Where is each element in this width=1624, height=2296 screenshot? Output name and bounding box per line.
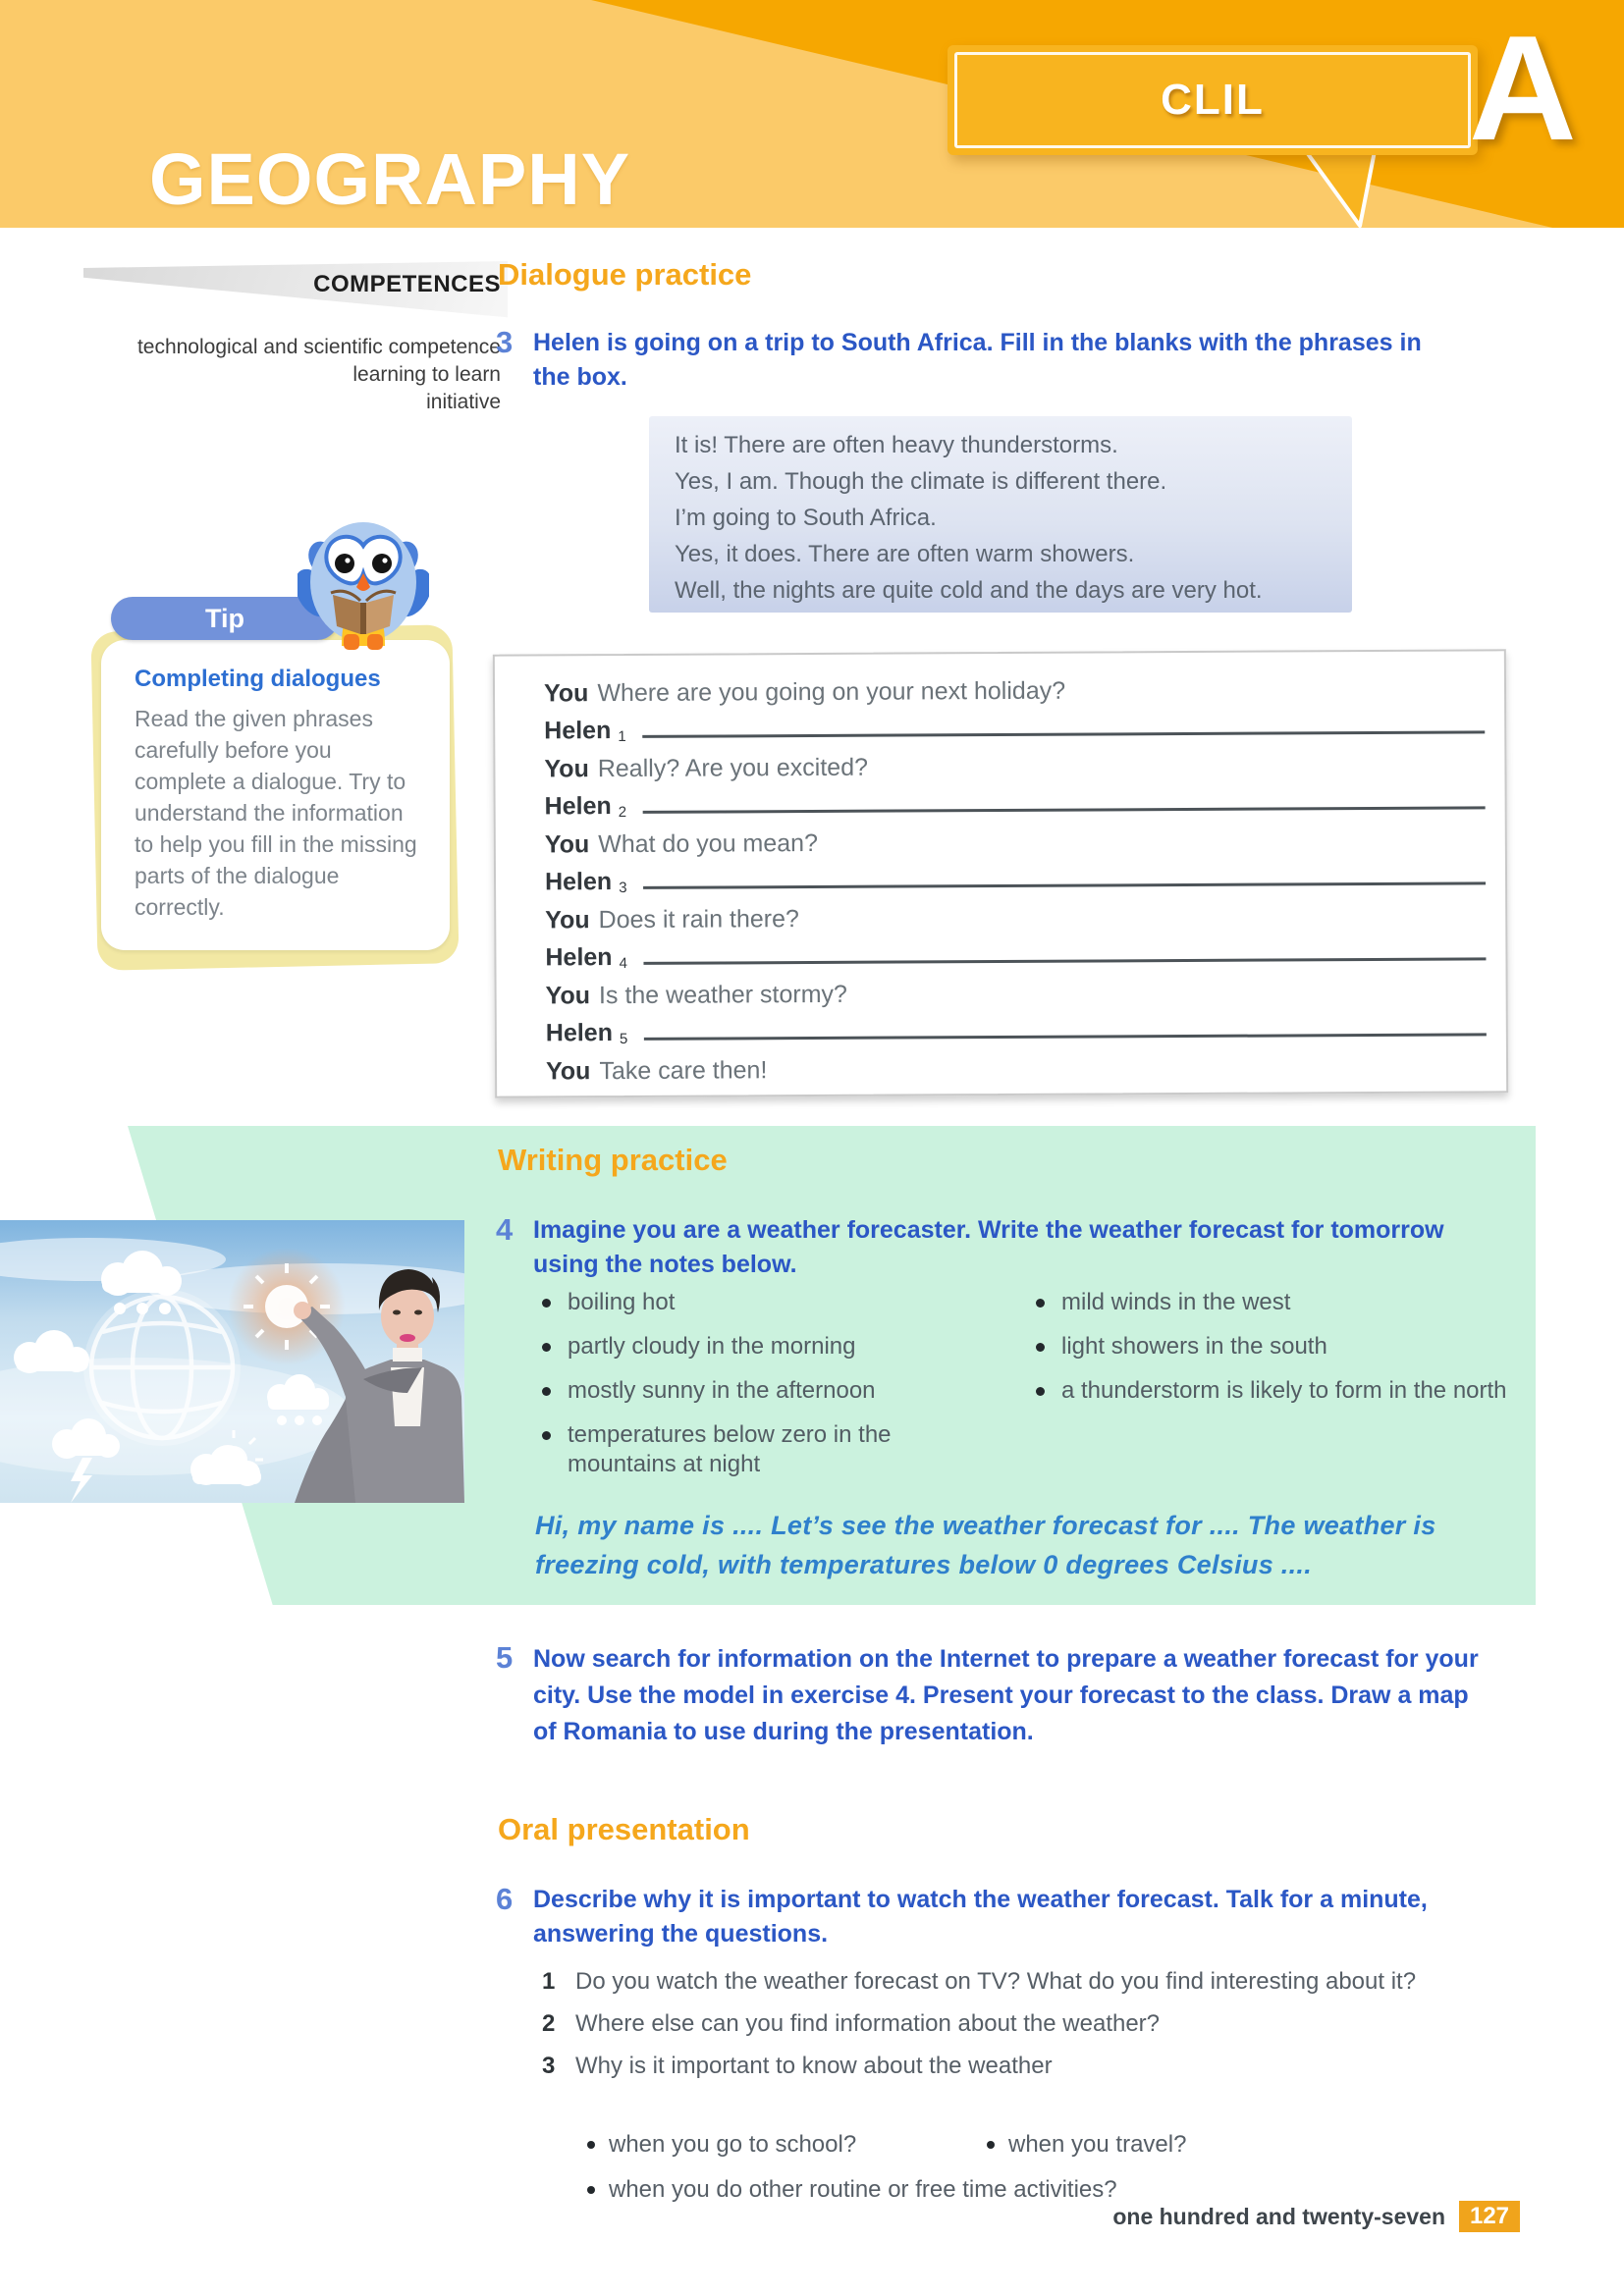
dialogue-blank-line[interactable] [644,881,1487,888]
dialogue-text: Is the weather stormy? [598,980,847,1009]
section-heading-dialogue-practice: Dialogue practice [498,257,752,292]
exercise-3-number: 3 [496,325,514,359]
dialogue-speaker: You [544,754,589,782]
note-text: boiling hot [568,1289,676,1315]
dialogue-blank-line[interactable] [644,1033,1487,1040]
sub-bullet-text: when you do other routine or free time activities? [609,2176,1117,2203]
note-item [1036,1376,1507,1406]
section-heading-oral-presentation: Oral presentation [498,1812,750,1846]
phrase-box-line: Yes, I am. Though the climate is different there. [675,468,1167,495]
dialogue-speaker: You [545,905,590,934]
bullet-icon [1036,1299,1045,1308]
dialogue-row [544,665,1489,708]
note-text: light showers in the south [1061,1333,1327,1360]
dialogue-row [545,930,1489,973]
dialogue-blank-line[interactable] [644,957,1487,964]
sub-bullet-item [587,2128,987,2162]
dialogue-speaker: You [545,981,591,1009]
dialogue-row [545,778,1489,822]
weather-notes-right [1036,1288,1507,1420]
sub-bullet-item [587,2173,1117,2207]
note-text: mild winds in the west [1061,1289,1291,1315]
sub-bullet-text: when you go to school? [609,2131,857,2158]
question-row [542,1965,1534,1999]
exercise-3 [496,326,1478,395]
clil-speech-bubble [947,45,1478,155]
dialogue-text: Take care then! [599,1055,768,1085]
page-footer [1112,2201,1520,2232]
exercise-6-text: Describe why it is important to watch the weather forecast. Talk for a minute, answering the questions. [533,1886,1428,1948]
dialogue-row [546,1042,1490,1086]
note-text: temperatures below zero in the mountains at night [568,1421,892,1477]
question-text: Why is it important to know about the weather [575,2053,1053,2079]
dialogue-card [493,649,1508,1097]
dialogue-blank-number: 4 [619,954,627,973]
note-item [542,1332,1005,1362]
dialogue-speaker: Helen [544,868,613,896]
dialogue-row [546,1005,1490,1048]
question-text: Where else can you find information about the weather? [575,2010,1161,2037]
dialogue-speaker: You [545,1056,591,1085]
dialogue-blank-number: 3 [619,879,627,897]
dialogue-text: Where are you going on your next holiday? [597,676,1066,707]
question-text: Do you watch the weather forecast on TV? What do you find interesting about it? [575,1968,1417,1995]
section-heading-writing-practice: Writing practice [498,1143,728,1177]
dialogue-row [545,854,1489,897]
exercise-3-text: Helen is going on a trip to South Africa. Fill in the blanks with the phrases in the box. [533,329,1422,391]
note-item [542,1376,1005,1406]
bullet-icon [987,2141,995,2149]
phrase-box [649,416,1352,613]
dialogue-blank-line[interactable] [643,806,1486,813]
competences-item: initiative [426,391,501,413]
page-number-words: one hundred and twenty-seven [1112,2203,1445,2229]
bullet-icon [542,1431,551,1440]
dialogue-text: What do you mean? [598,828,819,858]
dialogue-blank-number: 5 [619,1030,628,1048]
note-item [1036,1288,1507,1317]
page-title: GEOGRAPHY [149,138,631,220]
note-item [542,1288,1005,1317]
phrase-box-line: Well, the nights are quite cold and the days are very hot. [675,577,1263,604]
bullet-icon [542,1299,551,1308]
dialogue-blank-number: 1 [618,727,626,746]
note-text: a thunderstorm is likely to form in the north [1061,1377,1507,1404]
weather-forecaster-photo [0,1220,464,1503]
bullet-icon [587,2186,595,2194]
phrase-box-line: Yes, it does. There are often warm showers. [675,541,1135,567]
exercise-5-number: 5 [496,1640,514,1675]
page-header [0,0,1624,228]
dialogue-row [545,816,1489,859]
owl-mascot-icon [298,508,429,652]
bullet-icon [542,1387,551,1396]
question-row [542,2007,1534,2041]
exercise-6-number: 6 [496,1882,514,1916]
speech-bubble-tail-icon [1267,147,1404,236]
tip-body: Read the given phrases carefully before you complete a dialogue. Try to understand the information to help you fill in the missing parts of the dialogue correctly. [135,706,417,920]
competences-heading: COMPETENCES [313,271,501,297]
dialogue-speaker: Helen [545,943,613,972]
exercise-5-text: Now search for information on the Internet to prepare a weather forecast for your city. Use the model in exercise 4. Present your forecast to the class. Draw a map of Romania to use during the presentation. [533,1645,1479,1745]
forecast-model-text: Hi, my name is .... Let’s see the weather forecast for .... The weather is freezing cold, with temperatures below 0 degrees Celsius .... [535,1511,1436,1579]
dialogue-speaker: Helen [544,717,612,745]
question-number: 3 [542,2053,556,2079]
dialogue-text: Does it rain there? [598,904,799,934]
exercise-4-number: 4 [496,1212,514,1247]
competences-list [59,334,501,416]
dialogue-speaker: You [543,678,589,707]
tip-heading: Completing dialogues [135,666,381,692]
question-number: 1 [542,1968,556,1995]
dialogue-speaker: Helen [544,792,612,821]
exercise-4-text: Imagine you are a weather forecaster. Write the weather forecast for tomorrow using the notes below. [533,1216,1444,1278]
dialogue-row [544,740,1489,783]
dialogue-text: Really? Are you excited? [597,753,869,782]
bullet-icon [542,1343,551,1352]
question-row [542,2050,1534,2083]
dialogue-row [546,967,1490,1010]
dialogue-speaker: You [544,829,590,858]
question-list [542,1965,1534,2092]
weather-notes-left [542,1288,1005,1494]
page-number-badge: 127 [1459,2201,1520,2232]
clil-label: CLIL [1161,76,1265,124]
competences-item: technological and scientific competence [136,336,501,358]
dialogue-blank-line[interactable] [643,730,1486,737]
phrase-box-line: It is! There are often heavy thunderstorms. [675,432,1118,458]
sub-bullet-text: when you travel? [1008,2131,1187,2158]
note-text: partly cloudy in the morning [568,1333,856,1360]
exercise-6 [496,1883,1488,1951]
dialogue-row [544,703,1489,746]
unit-letter: A [1469,5,1577,172]
note-text: mostly sunny in the afternoon [568,1377,876,1404]
bullet-icon [1036,1343,1045,1352]
exercise-5 [496,1641,1517,1750]
note-item [542,1420,1005,1479]
tip-badge: Tip [111,597,339,640]
exercise-4 [496,1213,1488,1282]
dialogue-blank-number: 2 [618,803,627,822]
question-number: 2 [542,2010,556,2037]
bullet-icon [587,2141,595,2149]
dialogue-row [545,891,1489,934]
sub-bullet-item [987,2128,1186,2162]
bullet-icon [1036,1387,1045,1396]
note-item [1036,1332,1507,1362]
competences-item: learning to learn [352,363,501,386]
phrase-box-line: I’m going to South Africa. [675,505,937,531]
sub-bullet-row [587,2128,1520,2162]
dialogue-speaker: Helen [545,1019,614,1047]
